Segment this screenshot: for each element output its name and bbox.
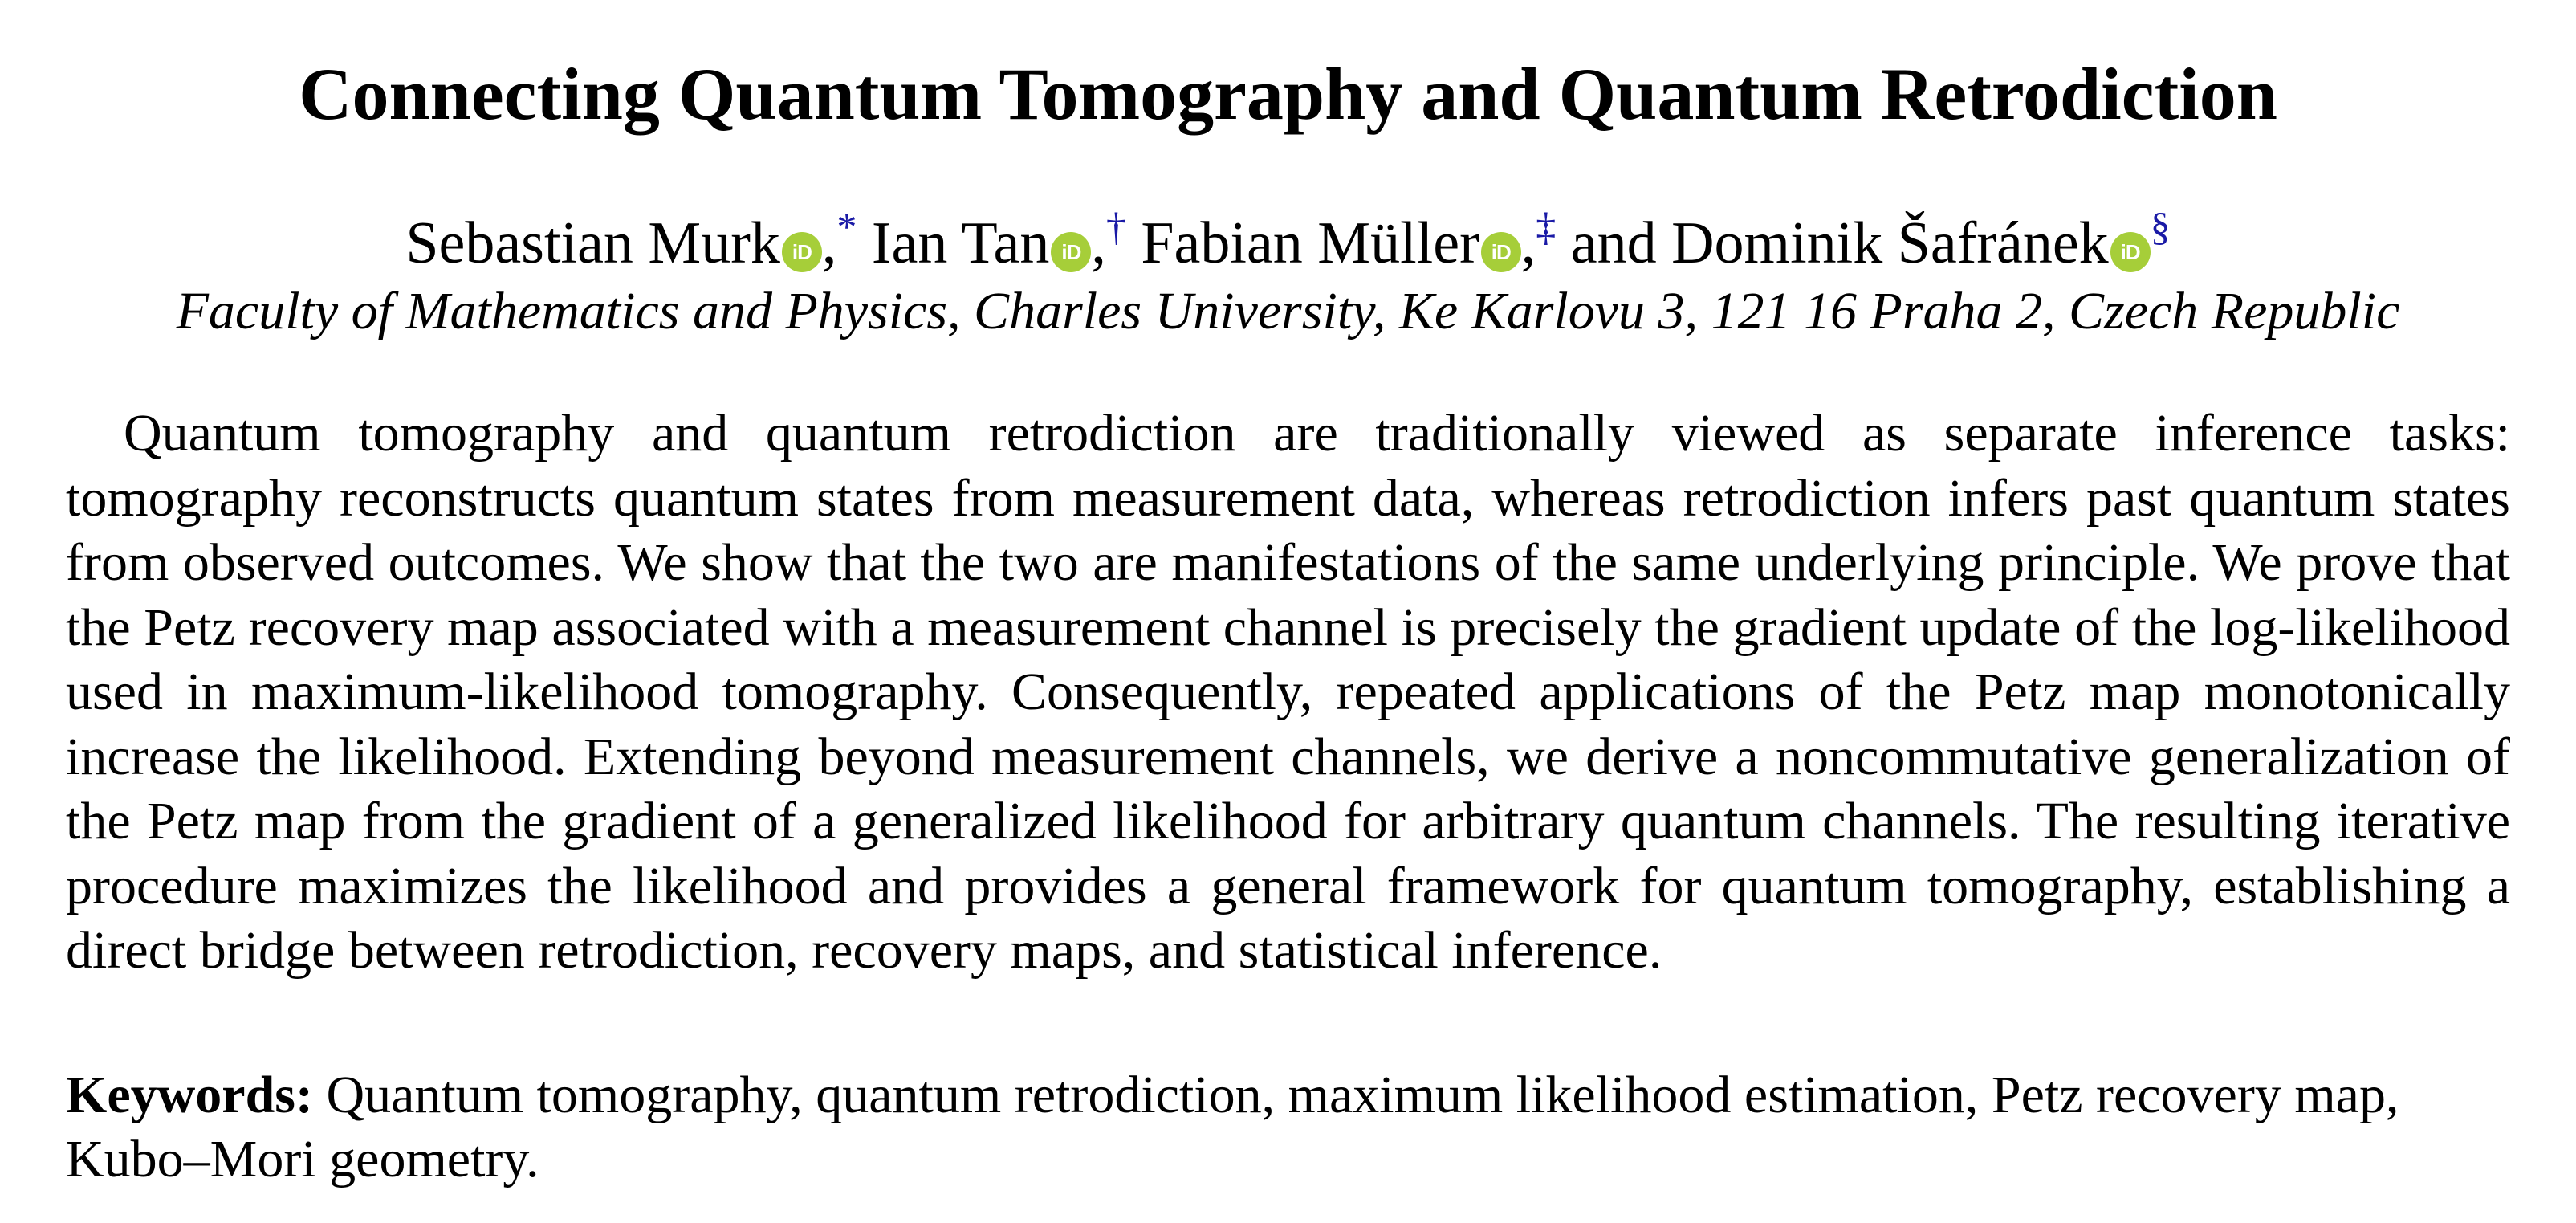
footnote-mark[interactable]: §: [2150, 204, 2171, 249]
author-tan: Ian Tan iD ,†: [871, 204, 1126, 276]
keywords-text: Quantum tomography, quantum retrodiction, maximum likelihood estimation, Petz recovery map, Kubo–Mori geometry.: [66, 1066, 2399, 1188]
author-separator: [857, 210, 872, 276]
keywords: [66, 1063, 2510, 1192]
orcid-icon[interactable]: iD: [782, 232, 822, 272]
author-separator: and: [1556, 210, 1672, 276]
author-murk: Sebastian Murk iD ,*: [405, 204, 857, 276]
author-name: Ian Tan: [871, 210, 1050, 276]
footnote-mark[interactable]: ‡: [1536, 204, 1557, 249]
author-mueller: Fabian Müller iD ,‡: [1141, 204, 1557, 276]
author-list: [0, 204, 2576, 279]
footnote-mark[interactable]: *: [836, 204, 857, 249]
author-name: Dominik Šafránek: [1671, 210, 2109, 276]
affiliation: Faculty of Mathematics and Physics, Charles University, Ke Karlovu 3, 121 16 Praha 2, Czech Republic: [176, 282, 2400, 340]
author-safranek: [1671, 204, 2171, 276]
orcid-icon[interactable]: iD: [1481, 232, 1521, 272]
keywords-label: Keywords:: [66, 1066, 313, 1124]
orcid-icon[interactable]: iD: [2110, 232, 2151, 272]
abstract: Quantum tomography and quantum retrodiction are traditionally viewed as separate inference tasks: tomography reconstructs quantum states from measurement data, whereas retrodiction infers past quantum states from observed outcomes. We show that the two are manifestations of the same underlying principle. We prove that the Petz recovery map associated with a measurement channel is precisely the gradient update of the log-likelihood used in maximum-likelihood tomography. Consequently, repeated applications of the Petz map monotonically increase the likelihood. Extending beyond measurement channels, we derive a noncommutative generalization of the Petz map from the gradient of a generalized likelihood for arbitrary quantum channels. The resulting iterative procedure maximizes the likelihood and provides a general framework for quantum tomography, establishing a direct bridge between retrodiction, recovery maps, and statistical inference.: [66, 404, 2510, 980]
author-name: Fabian Müller: [1141, 210, 1479, 276]
paper-title: Connecting Quantum Tomography and Quantum Retrodiction: [299, 53, 2277, 135]
footnote-mark[interactable]: †: [1105, 204, 1126, 249]
author-separator: [1126, 210, 1141, 276]
orcid-icon[interactable]: iD: [1051, 232, 1091, 272]
author-name: Sebastian Murk: [405, 210, 780, 276]
